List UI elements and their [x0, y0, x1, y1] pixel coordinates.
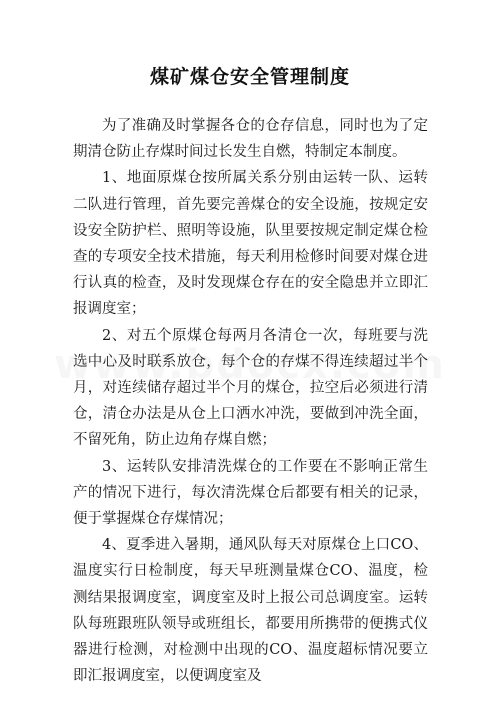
paragraph-item-2: 2、对五个原煤仓每两月各清仓一次，每班要与洗选中心及时联系放仓，每个仓的存煤不得连续超过半个月，对连续储存超过半个月的煤仓，拉空后必须进行清仓，清仓办法是从仓上口洒水冲洗，要做到冲洗全面，不留死角，防止边角存煤自燃；: [73, 327, 428, 449]
paragraph-item-4: 4、夏季进入暑期，通风队每天对原煤仓上口CO、温度实行日检制度，每天早班测量煤仓CO、温度，检测结果报调度室，调度室及时上报公司总调度室。运转队每班跟班队领导或班组长，都要用所携带的便携式仪器进行检测，对检测中出现的CO、温度超标情况要立即汇报调度室，以便调度室及: [73, 537, 428, 685]
paragraph-item-1: 1、地面原煤仓按所属关系分别由运转一队、运转二队进行管理，首先要完善煤仓的安全设施，按规定安设安全防护栏、照明等设施，队里要按规定制定煤仓检查的专项安全技术措施，每天利用检修时间要对煤仓进行认真的检查，及时发现煤仓存在的安全隐患并立即汇报调度室；: [73, 170, 428, 318]
document-title: 煤矿煤仓安全管理制度: [149, 66, 350, 88]
document-body: [73, 113, 428, 689]
paragraph-intro: 为了准确及时掌握各仓的仓存信息，同时也为了定期清仓防止存煤时间过长发生自燃，特制定本制度。: [73, 118, 428, 161]
paragraph-item-3: 3、运转队安排清洗煤仓的工作要在不影响正常生产的情况下进行，每次清洗煤仓后都要有相关的记录，便于掌握煤仓存煤情况；: [73, 458, 428, 528]
